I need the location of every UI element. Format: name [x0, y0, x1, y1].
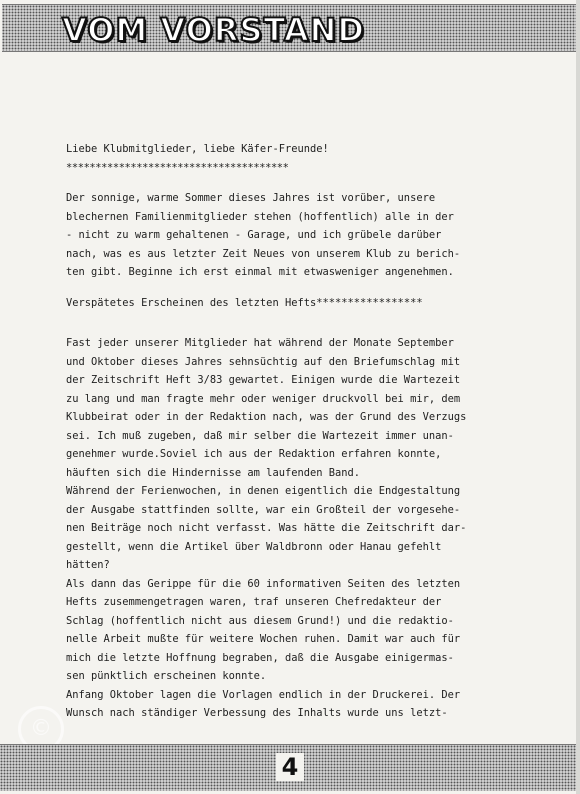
text-line: blechernen Familienmitglieder stehen (hoffentlich) alle in der	[66, 210, 454, 223]
text-line: sen pünktlich erscheinen konnte.	[66, 670, 267, 682]
text-line: nen Beiträge noch nicht verfasst. Was hätte die Zeitschrift dar-	[66, 522, 467, 534]
text-line: Hefts zusemmengetragen waren, traf unseren Chefredakteur der	[66, 596, 442, 608]
text-line: der Zeitschrift Heft 3/83 gewartet. Einigen wurde die Wartezeit	[66, 374, 461, 386]
article-body	[66, 140, 512, 723]
text-line: und Oktober dieses Jahres sehnsüchtig auf den Briefumschlag mit	[66, 355, 461, 368]
text-line: ten gibt. Beginne ich erst einmal mit etwasweniger angenehmen.	[66, 266, 454, 278]
text-line: nelle Arbeit mußte für weitere Wochen ruhen. Damit war auch für	[66, 633, 461, 645]
text-line: Klubbeirat oder in der Redaktion nach, was der Grund des Verzugs	[66, 411, 467, 423]
page-number: 4	[276, 753, 305, 781]
greeting-rule: **************************************	[66, 161, 289, 174]
text-line: häuften sich die Hindernisse am laufenden Band.	[66, 466, 361, 479]
text-line: genehmer wurde.Soviel ich aus der Redaktion erfahren konnte,	[66, 448, 442, 460]
section-heading: Verspätetes Erscheinen des letzten Hefts	[66, 296, 317, 309]
text-line: Anfang Oktober lagen die Vorlagen endlich in der Druckerei. Der	[66, 688, 461, 701]
text-line: mich die letzte Hoffnung begraben, daß die Ausgabe einigermas-	[66, 651, 454, 664]
greeting: Liebe Klubmitglieder, liebe Käfer-Freunde!	[66, 143, 329, 155]
body-paragraph	[66, 334, 512, 723]
text-line: nach, was es aus letzter Zeit Neues von unserem Klub zu berich-	[66, 247, 461, 260]
text-line: Schlag (hoffentlich nicht aus diesem Grund!) und die redaktio-	[66, 614, 454, 627]
text-line: der Ausgabe stattfinden sollte, war ein Großteil der vorgesehe-	[66, 503, 461, 516]
text-line: zu lang und man fragte mehr oder weniger druckvoll bei mir, dem	[66, 392, 461, 405]
header-banner	[2, 4, 578, 52]
copyright-icon: ©	[18, 706, 64, 752]
text-line: Der sonnige, warme Sommer dieses Jahres ist vorüber, unsere	[66, 192, 436, 204]
page-title: VOM VORSTAND	[62, 11, 365, 49]
page-edge	[576, 0, 580, 794]
text-line: Als dann das Gerippe für die 60 informativen Seiten des letzten	[66, 577, 461, 590]
intro-paragraph	[66, 189, 512, 282]
text-line: sei. Ich muß zugeben, daß mir selber die Wartezeit immer unan-	[66, 429, 454, 442]
section-heading-line	[66, 294, 512, 313]
text-line: hätten?	[66, 559, 110, 571]
section-rule: *****************	[316, 296, 423, 309]
text-line: Während der Ferienwochen, in denen eigentlich die Endgestaltung	[66, 485, 461, 497]
text-line: gestellt, wenn die Artikel über Waldbronn oder Hanau gefehlt	[66, 540, 442, 553]
text-line: Wunsch nach ständiger Verbessung des Inhalts wurde uns letzt-	[66, 707, 448, 719]
text-line: Fast jeder unserer Mitglieder hat während der Monate September	[66, 337, 454, 349]
text-line: - nicht zu warm gehaltenen - Garage, und ich grübele darüber	[66, 229, 442, 241]
